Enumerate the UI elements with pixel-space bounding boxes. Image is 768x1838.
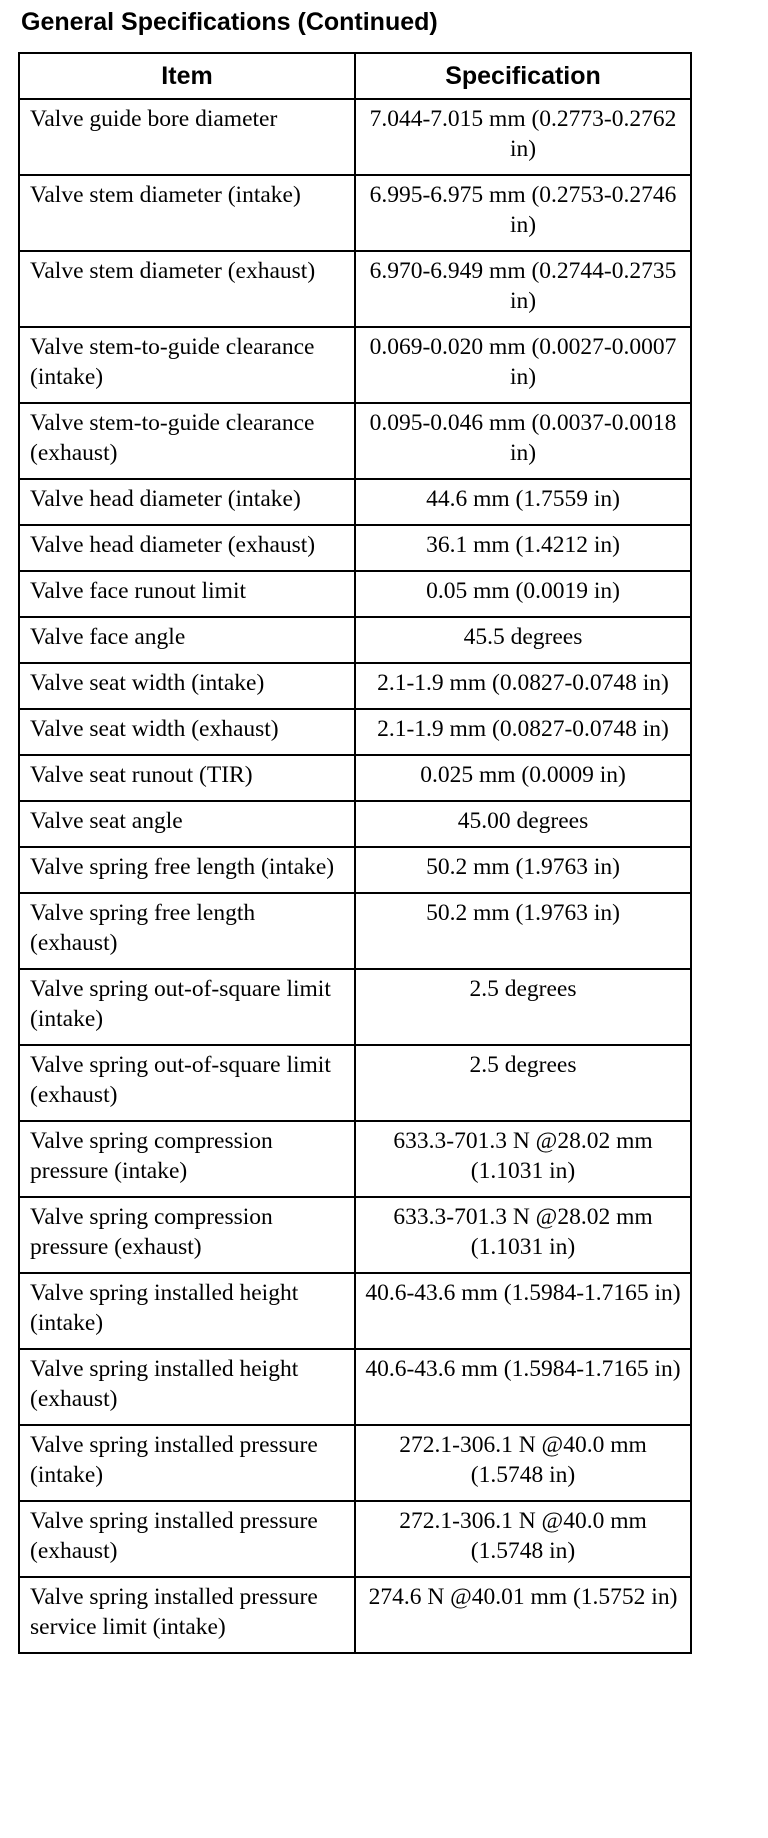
table-row [19,1045,691,1121]
item-cell: Valve spring compression pressure (exhaust) [19,1197,355,1273]
spec-cell: 2.5 degrees [355,969,691,1045]
item-cell: Valve spring out-of-square limit (exhaust) [19,1045,355,1121]
item-cell: Valve spring installed pressure (exhaust) [19,1501,355,1577]
spec-cell: 6.970-6.949 mm (0.2744-0.2735 in) [355,251,691,327]
spec-cell: 274.6 N @40.01 mm (1.5752 in) [355,1577,691,1653]
spec-cell: 0.095-0.046 mm (0.0037-0.0018 in) [355,403,691,479]
spec-cell: 0.069-0.020 mm (0.0027-0.0007 in) [355,327,691,403]
spec-cell: 45.5 degrees [355,617,691,663]
item-cell: Valve spring free length (exhaust) [19,893,355,969]
table-row [19,893,691,969]
spec-cell: 633.3-701.3 N @28.02 mm (1.1031 in) [355,1197,691,1273]
item-cell: Valve stem-to-guide clearance (intake) [19,327,355,403]
spec-cell: 2.1-1.9 mm (0.0827-0.0748 in) [355,709,691,755]
table-row [19,617,691,663]
spec-cell: 44.6 mm (1.7559 in) [355,479,691,525]
item-cell: Valve face angle [19,617,355,663]
table-row [19,1425,691,1501]
specification-column-header: Specification [355,53,691,99]
table-row [19,327,691,403]
table-row [19,847,691,893]
spec-cell: 36.1 mm (1.4212 in) [355,525,691,571]
item-cell: Valve spring installed height (intake) [19,1273,355,1349]
spec-cell: 50.2 mm (1.9763 in) [355,893,691,969]
item-cell: Valve seat width (intake) [19,663,355,709]
spec-cell: 2.5 degrees [355,1045,691,1121]
item-cell: Valve head diameter (intake) [19,479,355,525]
table-row [19,175,691,251]
table-row [19,755,691,801]
table-row [19,99,691,175]
table-row [19,571,691,617]
table-row [19,1273,691,1349]
table-row [19,1121,691,1197]
spec-cell: 272.1-306.1 N @40.0 mm (1.5748 in) [355,1501,691,1577]
item-cell: Valve spring free length (intake) [19,847,355,893]
item-cell: Valve stem-to-guide clearance (exhaust) [19,403,355,479]
item-cell: Valve face runout limit [19,571,355,617]
spec-cell: 6.995-6.975 mm (0.2753-0.2746 in) [355,175,691,251]
item-cell: Valve spring installed height (exhaust) [19,1349,355,1425]
spec-cell: 0.025 mm (0.0009 in) [355,755,691,801]
item-cell: Valve spring installed pressure service limit (intake) [19,1577,355,1653]
item-cell: Valve spring compression pressure (intake) [19,1121,355,1197]
item-column-header: Item [19,53,355,99]
spec-cell: 633.3-701.3 N @28.02 mm (1.1031 in) [355,1121,691,1197]
item-cell: Valve seat width (exhaust) [19,709,355,755]
table-row [19,251,691,327]
item-cell: Valve head diameter (exhaust) [19,525,355,571]
table-row [19,1501,691,1577]
table-row [19,709,691,755]
table-row [19,403,691,479]
item-cell: Valve seat runout (TIR) [19,755,355,801]
item-cell: Valve spring installed pressure (intake) [19,1425,355,1501]
table-row [19,1577,691,1653]
item-cell: Valve stem diameter (intake) [19,175,355,251]
spec-cell: 2.1-1.9 mm (0.0827-0.0748 in) [355,663,691,709]
spec-cell: 0.05 mm (0.0019 in) [355,571,691,617]
table-row [19,969,691,1045]
spec-cell: 7.044-7.015 mm (0.2773-0.2762 in) [355,99,691,175]
table-header-row [19,53,691,99]
spec-cell: 40.6-43.6 mm (1.5984-1.7165 in) [355,1349,691,1425]
spec-cell: 272.1-306.1 N @40.0 mm (1.5748 in) [355,1425,691,1501]
table-row [19,663,691,709]
table-row [19,1349,691,1425]
page-title: General Specifications (Continued) [21,8,438,36]
table-row [19,479,691,525]
specifications-table [18,52,692,1654]
table-row [19,525,691,571]
item-cell: Valve spring out-of-square limit (intake) [19,969,355,1045]
item-cell: Valve stem diameter (exhaust) [19,251,355,327]
item-cell: Valve seat angle [19,801,355,847]
spec-cell: 45.00 degrees [355,801,691,847]
spec-cell: 40.6-43.6 mm (1.5984-1.7165 in) [355,1273,691,1349]
spec-cell: 50.2 mm (1.9763 in) [355,847,691,893]
item-cell: Valve guide bore diameter [19,99,355,175]
table-row [19,801,691,847]
table-row [19,1197,691,1273]
